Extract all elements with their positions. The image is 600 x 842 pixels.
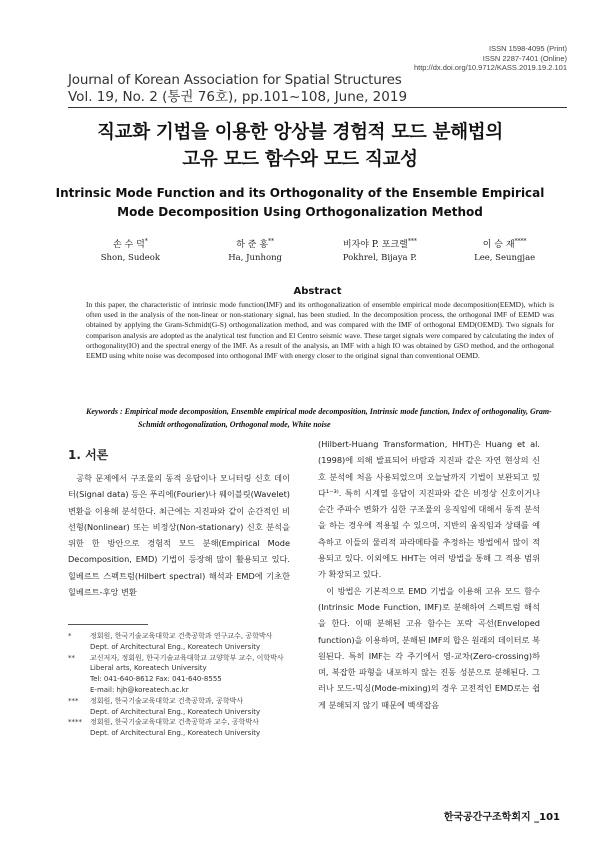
author-name-en: Ha, Junhong [228, 253, 282, 263]
keywords [86, 405, 560, 431]
issn-online: ISSN 2287-7401 (Online) [482, 53, 567, 63]
footnote [68, 631, 298, 653]
footnote-mark: ** [68, 653, 75, 662]
keywords-label: Keywords : [86, 407, 123, 416]
body-paragraph: 공학 문제에서 구조물의 동적 응답이나 모니터링 신호 데이터(Signal data) 등은 푸리에(Fourier)나 웨이블릿(Wavelet) 변환을 이용해 분석한다. 최근에는 지진파와 같이 순간적인 비선형(Nonlinear) 또는 비정상(Non-stationary) 신호 분석을 위한 한 방안으로 경험적 모드 분해(Empirical Mode Decomposition, EMD) 기법이 등장해 많이 활용되고 있다. 힐베르트 스펙트럼(Hilbert spectral) 해석과 EMD에 기초한 힐베르트-후앙 변환 [68, 473, 290, 598]
title-english-line2: Mode Decomposition Using Orthogonalization Method [117, 205, 483, 219]
author-mark: **** [514, 238, 527, 245]
author-name-en: Pokhrel, Bijaya P. [342, 253, 418, 263]
section-heading: 1. 서론 [68, 448, 109, 462]
author-name-en: Lee, Seungjae [474, 253, 536, 263]
footnote-line: Dept. of Architectural Eng., Koreatech University [90, 707, 261, 716]
footnote-mark: * [68, 632, 72, 640]
doi-link[interactable]: http://dx.doi.org/10.9712/KASS.2019.19.2.101 [413, 63, 567, 72]
column-left [68, 447, 290, 600]
author [68, 235, 193, 265]
title-korean [40, 119, 560, 173]
footnote-mark: **** [68, 718, 82, 727]
footnote-line: Tel: 041-640-8612 Fax: 041-640-8555 [90, 675, 222, 684]
author [318, 235, 443, 265]
author [193, 235, 318, 265]
footnote-email[interactable]: E-mail: hjh@koreatech.ac.kr [90, 685, 189, 694]
author-mark: *** [407, 238, 417, 245]
title-english [40, 184, 560, 222]
column-right [318, 436, 540, 713]
footnote-line: Dept. of Architectural Eng., Koreatech University [90, 729, 261, 738]
author-name-ko: 하 준 홍 [236, 240, 269, 250]
footnote-mark: *** [68, 696, 79, 705]
footnote-line: Liberal arts, Koreatech University [90, 664, 207, 673]
footnote-line: 정회원, 한국기술교육대학교 건축공학과, 공학박사 [90, 696, 244, 705]
title-english-line1: Intrinsic Mode Function and its Orthogonality of the Ensemble Empirical [55, 186, 545, 200]
abstract-heading: Abstract [293, 286, 342, 297]
page-footer: 한국공간구조학회지 _101 [443, 812, 560, 823]
author-list [68, 235, 567, 265]
author-name-en: Shon, Sudeok [100, 253, 161, 263]
footnote [68, 653, 298, 696]
footnote [68, 696, 298, 718]
journal-issue: Vol. 19, No. 2 (통권 76호), pp.101~108, June, 2019 [68, 89, 408, 105]
abstract-text: In this paper, the characteristic of intrinsic mode function(IMF) and its orthogonalization of ensemble empirical mode decomposition(EEMD), which is often used in the analysis of the non-linear or non-stationary signal, has been studied. In the decomposition process, the orthogonal IMF of EEMD was obtained by applying the Gram-Schmidt(G-S) orthogonalization method, and was compared with the IMF of orthogonal EMD(OEMD). Two signals for comparison analysis are adopted as the analytical test function and El Centro seismic wave. These target signals were compared by calculating the index of orthogonality(IO) and the spectral energy of the IMF. As a result of the analysis, an IMF with a high IO was obtained by GSO method, and the orthogonal EEMD using white noise was decomposed into orthogonal IMF with energy closer to the original signal than conventional OEMD. [86, 300, 554, 361]
author-mark: ** [268, 238, 275, 245]
footnote-line: 정회원, 한국기술교육대학교 건축공학과 교수, 공학박사 [90, 718, 259, 727]
keywords-text: Empirical mode decomposition, Ensemble empirical mode decomposition, Intrinsic mode function, Index of orthogonality, Gram-Schmidt orthogonalization, Orthogonal mode, White noise [124, 407, 552, 429]
footnote [68, 717, 298, 739]
footnote-rule [68, 624, 148, 625]
journal-header [68, 72, 407, 106]
issn-print: ISSN 1598-4095 (Print) [489, 44, 567, 53]
body-paragraph: (Hilbert-Huang Transformation, HHT)은 Huang et al.(1998)에 의해 발표되어 바람과 지진파 같은 자연 현상의 신호 분석에 처음 사용되었으며 오늘날까지 기법이 보완되고 있다¹⁻³⁾. 특히 시계열 응답이 지진파와 같은 비정상 신호이거나 순간 주파수 변화가 심한 구조물의 응직임에 대해서 동적 분석을 하는 경우에 적용될 수 있으며, 지반의 움직임과 상태를 예측하고 이들의 물리적 파라메타를 추정하는 방법에서 많이 적용되고 있다. 이외에도 HHT는 여러 방법을 통해 그 적용 범위가 확장되고 있다. [318, 439, 540, 580]
footnote-line: Dept. of Architectural Eng., Koreatech University [90, 642, 261, 651]
author-mark: * [144, 238, 148, 245]
journal-name: Journal of Korean Association for Spatial Structures [68, 72, 402, 88]
header-rule [68, 107, 567, 108]
body-paragraph: 이 방법은 기본적으로 EMD 기법을 이용해 고유 모드 함수(Intrinsic Mode Function, IMF)로 분해하여 스펙트럼 해석을 한다. 이때 분해된 고유 함수는 포락 곡선(Enveloped function)을 이용하며, 분해된 IMF의 합은 원래의 데이터로 복원된다. 특히 IMF는 각 주기에서 영-교차(Zero-crossing)하며, 복잡한 파형을 내포하지 않는 진동 성분으로 분해된다. 그러나 모드-믹싱(Mode-mixing)의 경우 고전적인 EMD로는 쉽게 분해되지 않기 때문에 백색잡음 [318, 585, 540, 710]
footnote-line: 교신저자, 정회원, 한국기술교육대학교 교양학부 교수, 이학박사 [90, 653, 284, 662]
footnote-line: 정회원, 한국기술교육대학교 건축공학과 연구교수, 공학박사 [90, 632, 273, 640]
issn-block [414, 44, 567, 73]
author-name-ko: 비자야 P. 포크렐 [342, 240, 408, 250]
author-name-ko: 이 승 재 [482, 240, 515, 250]
title-korean-line2: 고유 모드 함수와 모드 직교성 [182, 149, 418, 170]
author [442, 235, 567, 265]
author-name-ko: 손 수 덕 [112, 240, 145, 250]
footnotes [68, 624, 298, 739]
title-korean-line1: 직교화 기법을 이용한 앙상블 경험적 모드 분해법의 [97, 122, 503, 143]
